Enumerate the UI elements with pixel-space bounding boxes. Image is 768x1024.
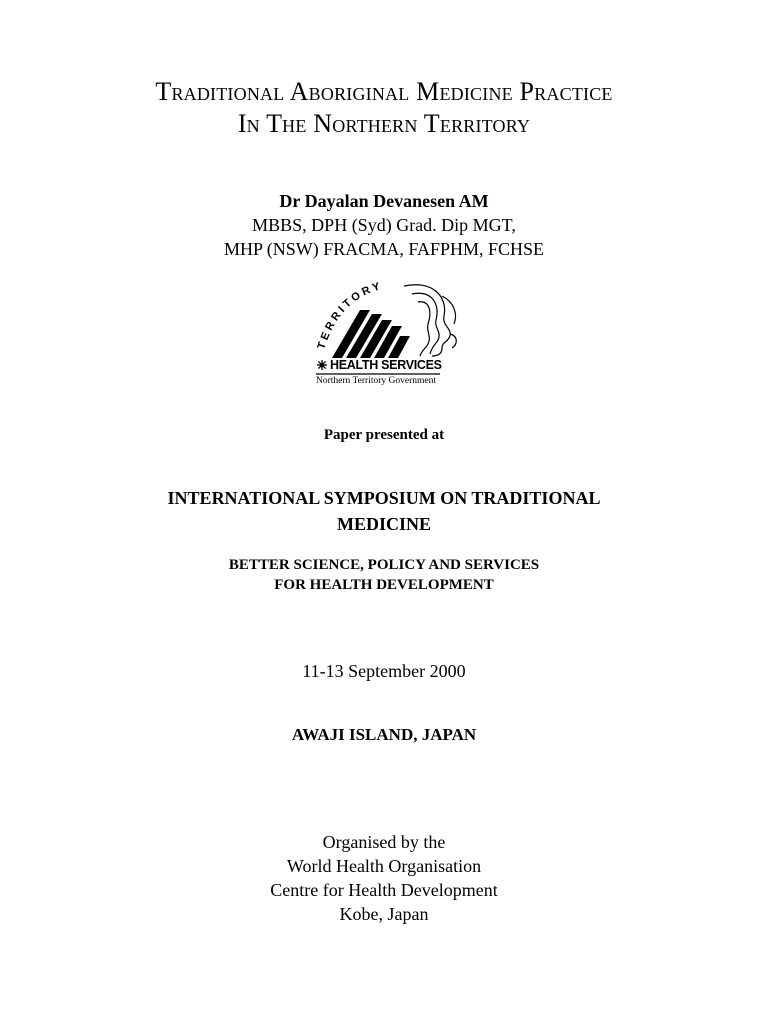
author-credentials-2: MHP (NSW) FRACMA, FAFPHM, FCHSE [223, 239, 545, 259]
territory-health-services-logo [312, 276, 462, 392]
theme-line-2: FOR HEALTH DEVELOPMENT [274, 577, 494, 593]
author-name: Dr Dayalan Devanesen AM [279, 191, 489, 211]
logo-subtitle: Northern Territory Government [316, 376, 436, 386]
paper-presented-at: Paper presented at [323, 427, 445, 443]
logo-graphic [312, 276, 462, 392]
theme-line-1: BETTER SCIENCE, POLICY AND SERVICES [228, 557, 540, 573]
title-line-2: In The Northern Territory [237, 109, 531, 138]
logo-arc-text: TERRITORY [315, 279, 385, 351]
logo-label: HEALTH SERVICES [330, 358, 442, 372]
event-date: 11-13 September 2000 [302, 661, 466, 681]
organiser-line-3: Centre for Health Development [270, 880, 498, 900]
organiser-line-2: World Health Organisation [286, 856, 482, 876]
organiser-line-4: Kobe, Japan [339, 904, 429, 924]
event-location: AWAJI ISLAND, JAPAN [291, 725, 477, 744]
symposium-title-2: MEDICINE [336, 514, 431, 534]
symposium-title-1: INTERNATIONAL SYMPOSIUM ON TRADITIONAL [167, 488, 601, 508]
author-credentials-1: MBBS, DPH (Syd) Grad. Dip MGT, [252, 215, 516, 235]
title-line-1: Traditional Aboriginal Medicine Practice [155, 77, 613, 106]
organiser-line-1: Organised by the [322, 832, 446, 852]
